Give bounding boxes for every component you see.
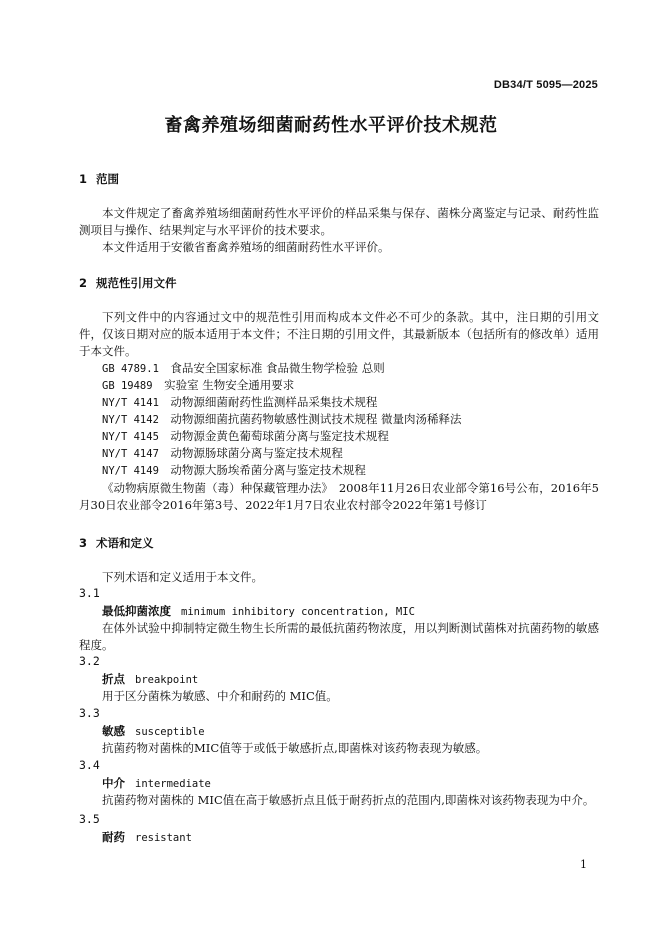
reference-code: GB 19489	[102, 380, 153, 392]
reference-code: NY/T 4147	[102, 448, 159, 460]
section-heading-terms-definitions	[79, 535, 154, 551]
reference-name: 动物源金黄色葡萄球菌分离与鉴定技术规程	[170, 429, 389, 443]
reference-item	[102, 428, 389, 444]
reference-name: 动物源大肠埃希菌分离与鉴定技术规程	[170, 463, 366, 477]
section-heading-scope	[79, 171, 119, 187]
term-name-en: breakpoint	[135, 674, 199, 686]
term-name	[102, 723, 205, 739]
term-name-zh: 最低抑菌浓度	[102, 604, 171, 618]
reference-item	[102, 445, 343, 461]
term-definition: 抗菌药物对菌株的MIC值等于或低于敏感折点,即菌株对该药物表现为敏感。	[102, 741, 488, 755]
reference-item	[102, 462, 366, 478]
term-name	[102, 603, 415, 619]
reference-item	[102, 411, 462, 427]
term-definition: 在体外试验中抑制特定微生物生长所需的最低抗菌药物浓度，用以判断测试菌株对抗菌药物的敏感程度。	[79, 621, 599, 652]
reference-code: GB 4789.1	[102, 363, 159, 375]
reference-name: 动物源肠球菌分离与鉴定技术规程	[170, 446, 343, 460]
standard-code: DB34/T 5095—2025	[493, 79, 598, 91]
section-title: 术语和定义	[96, 536, 154, 550]
term-number: 3.4	[79, 758, 100, 772]
reference-name: 实验室 生物安全通用要求	[164, 378, 295, 392]
section-number: 2	[79, 276, 88, 290]
section-heading-normative-references	[79, 275, 177, 291]
reference-item	[102, 360, 385, 376]
section-title: 范围	[96, 172, 119, 186]
reference-code: NY/T 4142	[102, 414, 159, 426]
term-name-zh: 中介	[102, 776, 125, 790]
term-number: 3.2	[79, 654, 100, 668]
section-number: 3	[79, 536, 88, 550]
reference-code: NY/T 4145	[102, 431, 159, 443]
scope-paragraph: 本文件规定了畜禽养殖场细菌耐药性水平评价的样品采集与保存、菌株分离鉴定与记录、耐药性监测项目与操作、结果判定与水平评价的技术要求。	[79, 206, 599, 237]
section-number: 1	[79, 172, 88, 186]
term-name-en: minimum inhibitory concentration, MIC	[181, 606, 415, 618]
term-name	[102, 671, 198, 687]
term-name-zh: 敏感	[102, 724, 125, 738]
terms-intro-paragraph: 下列术语和定义适用于本文件。	[102, 570, 263, 584]
reference-item	[102, 394, 377, 410]
term-name	[102, 829, 192, 845]
reference-name: 动物源细菌抗菌药物敏感性测试技术规程 微量肉汤稀释法	[170, 412, 462, 426]
term-definition: 用于区分菌株为敏感、中介和耐药的 MIC值。	[102, 689, 338, 703]
term-number: 3.5	[79, 812, 100, 826]
document-title: 畜禽养殖场细菌耐药性水平评价技术规范	[164, 115, 498, 136]
term-name-zh: 耐药	[102, 830, 125, 844]
term-name-en: intermediate	[135, 778, 211, 790]
term-name-en: resistant	[135, 832, 192, 844]
reference-code: NY/T 4149	[102, 465, 159, 477]
regulation-paragraph: 《动物病原微生物菌（毒）种保藏管理办法》 2008年11月26日农业部令第16号公布，2016年5月30日农业部令2016年第3号、2022年1月7日农业农村部令2022年第1号修订	[79, 481, 599, 512]
term-name-en: susceptible	[135, 726, 205, 738]
scope-applicability-paragraph: 本文件适用于安徽省畜禽养殖场的细菌耐药性水平评价。	[102, 240, 390, 254]
references-intro-paragraph: 下列文件中的内容通过文中的规范性引用而构成本文件必不可少的条款。其中，注日期的引用文件，仅该日期对应的版本适用于本文件；不注日期的引用文件，其最新版本（包括所有的修改单）适用于本文件。	[79, 310, 599, 358]
term-number: 3.3	[79, 706, 100, 720]
term-number: 3.1	[79, 586, 100, 600]
reference-name: 食品安全国家标准 食品微生物学检验 总则	[170, 361, 385, 375]
reference-item	[102, 377, 294, 393]
term-name-zh: 折点	[102, 672, 125, 686]
section-title: 规范性引用文件	[96, 276, 177, 290]
term-name	[102, 775, 211, 791]
reference-name: 动物源细菌耐药性监测样品采集技术规程	[170, 395, 378, 409]
reference-code: NY/T 4141	[102, 397, 159, 409]
term-definition: 抗菌药物对菌株的 MIC值在高于敏感折点且低于耐药折点的范围内,即菌株对该药物表现为中介。	[102, 793, 595, 807]
page-number: 1	[580, 858, 587, 871]
